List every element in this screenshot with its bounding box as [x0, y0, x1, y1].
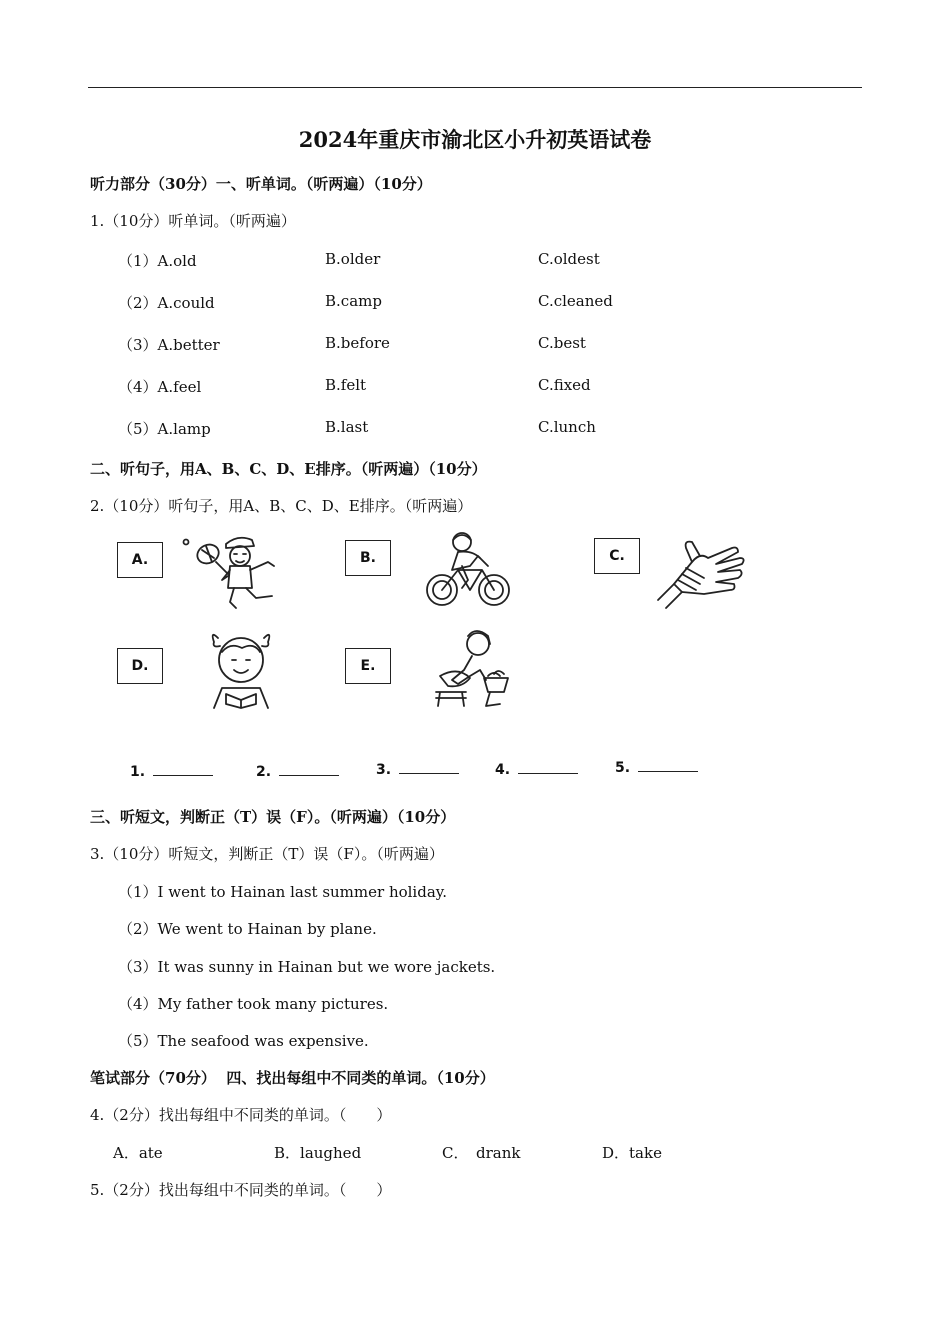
top-rule — [88, 87, 862, 88]
section-1-heading: 听力部分（30分）一、听单词。（听两遍）（10分） — [90, 175, 432, 193]
badminton-player-icon — [178, 532, 286, 612]
q1-row-1-a: （1）A.old — [118, 252, 197, 270]
answer-blank-5[interactable]: 5. — [615, 760, 698, 776]
q4-option-b[interactable]: B．laughed — [274, 1144, 362, 1162]
q1-row-5-b: B.last — [325, 418, 369, 436]
q1-row-2-c: C.cleaned — [538, 292, 613, 310]
q3-item-5: （5）The seafood was expensive. — [118, 1032, 369, 1050]
question-4-stem: 4.（2分）找出每组中不同类的单词。（ ） — [90, 1106, 392, 1124]
section-4-heading: 笔试部分（70分） 四、找出每组中不同类的单词。（10分） — [90, 1069, 495, 1087]
q1-row-5-a: （5）A.lamp — [118, 420, 211, 438]
q4-option-c[interactable]: C． drank — [442, 1144, 521, 1162]
q3-item-2: （2）We went to Hainan by plane. — [118, 920, 377, 938]
bandaged-hand-icon — [652, 534, 748, 610]
q3-item-1: （1）I went to Hainan last summer holiday. — [118, 883, 448, 901]
picture-label-e: E. — [345, 648, 391, 684]
picture-label-d: D. — [117, 648, 163, 684]
q1-row-4-a: （4）A.feel — [118, 378, 202, 396]
answer-blank-1[interactable]: 1. — [130, 764, 213, 780]
cyclist-icon — [422, 530, 514, 612]
girl-reading-icon — [200, 628, 282, 712]
q1-row-3-b: B.before — [325, 334, 390, 352]
question-1-stem: 1.（10分）听单词。（听两遍） — [90, 212, 296, 230]
section-3-heading: 三、听短文，判断正（T）误（F）。（听两遍）（10分） — [90, 808, 456, 826]
q1-row-2-a: （2）A.could — [118, 294, 215, 312]
picture-label-b: B. — [345, 540, 391, 576]
q3-item-3: （3）It was sunny in Hainan but we wore jackets. — [118, 958, 496, 976]
q1-row-3-c: C.best — [538, 334, 586, 352]
picture-label-c: C. — [594, 538, 640, 574]
question-2-stem: 2.（10分）听句子，用A、B、C、D、E排序。（听两遍） — [90, 497, 473, 515]
answer-blank-4[interactable]: 4. — [495, 762, 578, 778]
q1-row-1-c: C.oldest — [538, 250, 600, 268]
q1-row-4-b: B.felt — [325, 376, 367, 394]
question-5-stem: 5.（2分）找出每组中不同类的单词。（ ） — [90, 1181, 392, 1199]
q4-option-d[interactable]: D．take — [602, 1144, 662, 1162]
q1-row-1-b: B.older — [325, 250, 381, 268]
question-3-stem: 3.（10分）听短文，判断正（T）误（F）。（听两遍） — [90, 845, 444, 863]
answer-blank-3[interactable]: 3. — [376, 762, 459, 778]
q1-row-5-c: C.lunch — [538, 418, 596, 436]
q3-item-4: （4）My father took many pictures. — [118, 995, 389, 1013]
answer-blank-2[interactable]: 2. — [256, 764, 339, 780]
q1-row-3-a: （3）A.better — [118, 336, 220, 354]
q1-row-4-c: C.fixed — [538, 376, 591, 394]
page-title: 2024年重庆市渝北区小升初英语试卷 — [298, 127, 652, 152]
child-washing-clothes-icon — [428, 626, 516, 712]
picture-label-a: A. — [117, 542, 163, 578]
q1-row-2-b: B.camp — [325, 292, 382, 310]
q4-option-a[interactable]: A．ate — [113, 1144, 163, 1162]
section-2-heading: 二、听句子，用A、B、C、D、E排序。（听两遍）（10分） — [90, 460, 487, 478]
